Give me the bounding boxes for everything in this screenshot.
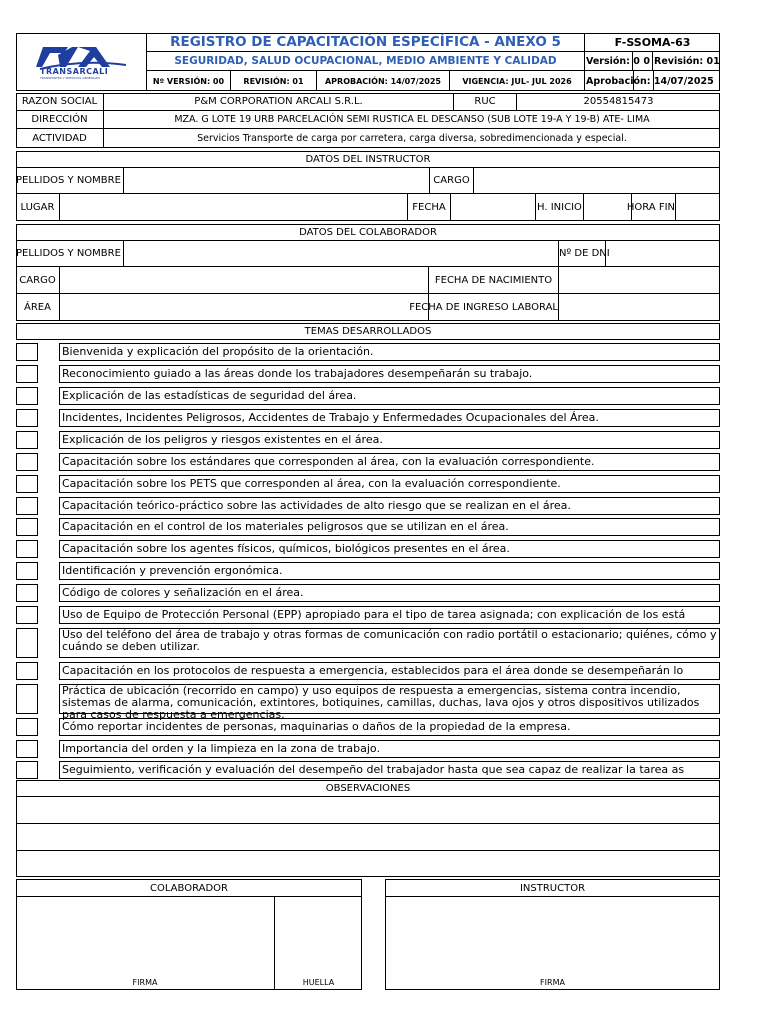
topic-checkbox[interactable] bbox=[16, 431, 38, 449]
topic-item: Práctica de ubicación (recorrido en campo) y uso equipos de respuesta a emergencias, sistema contra incendio, sistemas de alarma, comunicación, extintores, botiquines, camillas, duchas, lava ojos y otros dispositivos utilizados para casos de respuesta a emergencias. bbox=[59, 684, 720, 714]
colab-name-label: PELLIDOS Y NOMBRE bbox=[16, 241, 124, 267]
topic-checkbox[interactable] bbox=[16, 761, 38, 779]
ruc-value: 20554815473 bbox=[517, 93, 720, 111]
instructor-sign-title: INSTRUCTOR bbox=[385, 879, 720, 897]
topic-checkbox[interactable] bbox=[16, 562, 38, 580]
topic-checkbox[interactable] bbox=[16, 387, 38, 405]
actividad-value: Servicios Transporte de carga por carretera, carga diversa, sobredimencionada y especial. bbox=[197, 133, 627, 144]
topic-item: Explicación de las estadísticas de seguridad del área. bbox=[59, 387, 720, 405]
instructor-name-label: PELLIDOS Y NOMBRE bbox=[16, 168, 124, 194]
actividad-label: ACTIVIDAD bbox=[16, 129, 104, 148]
direccion-label: DIRECCIÓN bbox=[16, 111, 104, 129]
instructor-section-title: DATOS DEL INSTRUCTOR bbox=[16, 151, 720, 168]
aprobacion: APROBACIÓN: 14/07/2025 bbox=[317, 71, 450, 91]
topic-checkbox[interactable] bbox=[16, 606, 38, 624]
fecha-field[interactable] bbox=[451, 194, 536, 221]
nacimiento-label: FECHA DE NACIMIENTO bbox=[429, 267, 559, 294]
topics-section-title: TEMAS DESARROLLADOS bbox=[16, 323, 720, 340]
revision: REVISIÓN: 01 bbox=[231, 71, 317, 91]
vigencia: VIGENCIA: JUL- JUL 2026 bbox=[450, 71, 585, 91]
topic-checkbox[interactable] bbox=[16, 684, 38, 714]
topic-item: Seguimiento, verificación y evaluación del desempeño del trabajador hasta que sea capaz de realizar la tarea as bbox=[59, 761, 720, 779]
topic-checkbox[interactable] bbox=[16, 584, 38, 602]
topic-item: Uso de Equipo de Protección Personal (EPP) apropiado para el tipo de tarea asignada; con explicación de los está bbox=[59, 606, 720, 624]
instructor-cargo-label: CARGO bbox=[430, 168, 474, 194]
area-label: ÁREA bbox=[16, 294, 60, 321]
form-subtitle: SEGURIDAD, SALUD OCUPACIONAL, MEDIO AMBIENTE Y CALIDAD bbox=[147, 52, 585, 71]
topic-checkbox[interactable] bbox=[16, 518, 38, 536]
observaciones-title: OBSERVACIONES bbox=[16, 780, 720, 797]
observaciones-line-1 bbox=[16, 823, 720, 824]
topic-checkbox[interactable] bbox=[16, 662, 38, 680]
colaborador-section-title: DATOS DEL COLABORADOR bbox=[16, 224, 720, 241]
observaciones-box[interactable] bbox=[16, 797, 720, 877]
lugar-label: LUGAR bbox=[16, 194, 60, 221]
colab-firma-label: FIRMA bbox=[132, 977, 158, 987]
colab-cargo-label: CARGO bbox=[16, 267, 60, 294]
colaborador-sign-title: COLABORADOR bbox=[16, 879, 362, 897]
area-field[interactable] bbox=[60, 294, 429, 321]
topic-item: Capacitación sobre los agentes físicos, químicos, biológicos presentes en el área. bbox=[59, 540, 720, 558]
huella-label: HUELLA bbox=[302, 977, 335, 987]
form-title: REGISTRO DE CAPACITACIÒN ESPECÍFICA - ANEXO 5 bbox=[147, 33, 585, 52]
razon-label: RAZON SOCIAL bbox=[16, 93, 104, 111]
razon-value: P&M CORPORATION ARCALI S.R.L. bbox=[104, 93, 454, 111]
logo-tagline: TRANSPORTES Y SERVICIOS GENERALES bbox=[40, 76, 101, 80]
n-version: Nº VERSIÓN: 00 bbox=[147, 71, 231, 91]
topic-item: Capacitación en el control de los materiales peligrosos que se utilizan en el área. bbox=[59, 518, 720, 536]
fin-label: HORA FIN bbox=[632, 194, 676, 221]
ruc-label: RUC bbox=[454, 93, 517, 111]
topic-item: Código de colores y señalización en el área. bbox=[59, 584, 720, 602]
topic-checkbox[interactable] bbox=[16, 475, 38, 493]
topic-item: Capacitación sobre los estándares que corresponden al área, con la evaluación correspondiente. bbox=[59, 453, 720, 471]
lugar-field[interactable] bbox=[60, 194, 408, 221]
version-label: Versión: 0 bbox=[585, 52, 633, 71]
version-value: 0 bbox=[633, 52, 653, 71]
nacimiento-field[interactable] bbox=[559, 267, 720, 294]
topic-item: Explicación de los peligros y riesgos existentes en el área. bbox=[59, 431, 720, 449]
approval-label: Aprobación: 14/07/2025 bbox=[586, 75, 714, 87]
topic-item: Capacitación teórico-práctico sobre las actividades de alto riesgo que se realizan en el área. bbox=[59, 497, 720, 515]
topic-item: Reconocimiento guiado a las áreas donde los trabajadores desempeñarán su trabajo. bbox=[59, 365, 720, 383]
topic-checkbox[interactable] bbox=[16, 497, 38, 515]
logo-text: TRANSARCALI bbox=[40, 67, 109, 76]
topic-checkbox[interactable] bbox=[16, 453, 38, 471]
approval-divider-1 bbox=[633, 71, 634, 91]
inicio-label: H. INICIO bbox=[536, 194, 584, 221]
topic-item: Bienvenida y explicación del propósito de la orientación. bbox=[59, 343, 720, 361]
ingreso-label: FECHA DE INGRESO LABORAL bbox=[429, 294, 559, 321]
approval-divider-2 bbox=[653, 71, 654, 91]
ingreso-field[interactable] bbox=[559, 294, 720, 321]
dni-field[interactable] bbox=[606, 241, 720, 267]
direccion-value: MZA. G LOTE 19 URB PARCELACIÓN SEMI RUSTICA EL DESCANSO (SUB LOTE 19-A Y 19-B) ATE- LIMA bbox=[104, 111, 720, 129]
inicio-field[interactable] bbox=[584, 194, 632, 221]
topic-item: Identificación y prevención ergonómica. bbox=[59, 562, 720, 580]
topic-item: Incidentes, Incidentes Peligrosos, Accidentes de Trabajo y Enfermedades Ocupacionales del Área. bbox=[59, 409, 720, 427]
topic-checkbox[interactable] bbox=[16, 409, 38, 427]
instructor-firma-label: FIRMA bbox=[540, 977, 565, 987]
colab-cargo-field[interactable] bbox=[60, 267, 429, 294]
topic-item: Uso del teléfono del área de trabajo y otras formas de comunicación con radio portátil o estacionario; quiénes, cómo y cuándo se deben utilizar. bbox=[59, 628, 720, 658]
form-code: F-SSOMA-63 bbox=[585, 33, 720, 52]
topic-checkbox[interactable] bbox=[16, 628, 38, 658]
colab-name-field[interactable] bbox=[124, 241, 559, 267]
topic-item: Importancia del orden y la limpieza en la zona de trabajo. bbox=[59, 740, 720, 758]
observaciones-line-2 bbox=[16, 850, 720, 851]
topic-item: Capacitación en los protocolos de respuesta a emergencia, establecidos para el área donde se desempeñarán lo bbox=[59, 662, 720, 680]
revision-label: Revisión: 01 bbox=[653, 52, 720, 71]
instructor-cargo-field[interactable] bbox=[474, 168, 720, 194]
topic-checkbox[interactable] bbox=[16, 718, 38, 736]
instructor-name-field[interactable] bbox=[124, 168, 430, 194]
topic-item: Cómo reportar incidentes de personas, maquinarias o daños de la propiedad de la empresa. bbox=[59, 718, 720, 736]
dni-label: Nº DE DNI bbox=[559, 241, 606, 267]
topic-checkbox[interactable] bbox=[16, 343, 38, 361]
fin-field[interactable] bbox=[676, 194, 720, 221]
topic-checkbox[interactable] bbox=[16, 540, 38, 558]
topic-item: Capacitación sobre los PETS que corresponden al área, con la evaluación correspondiente. bbox=[59, 475, 720, 493]
fecha-label: FECHA bbox=[408, 194, 451, 221]
topic-checkbox[interactable] bbox=[16, 740, 38, 758]
topic-checkbox[interactable] bbox=[16, 365, 38, 383]
logo-cell bbox=[16, 33, 147, 91]
